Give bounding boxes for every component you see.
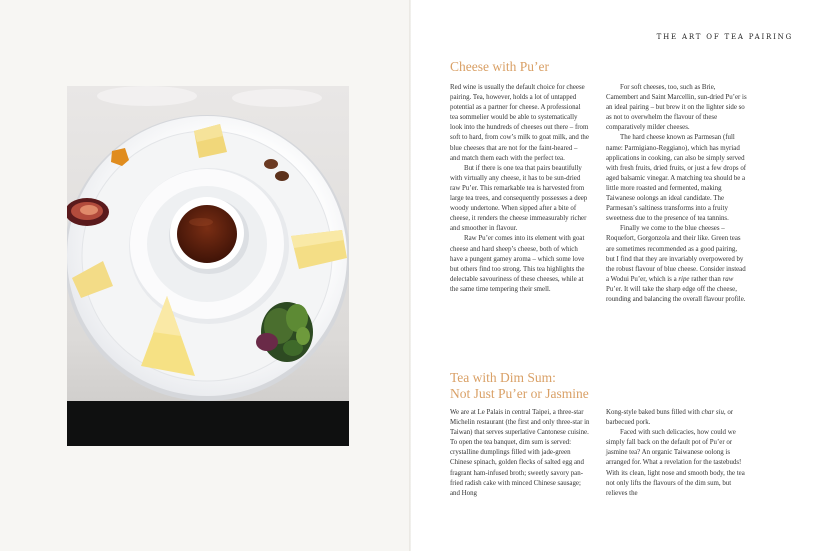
paragraph-text: which is a — [648, 275, 679, 283]
cheese-column-1 — [450, 83, 589, 295]
paragraph-text: , or barbecued pork. — [606, 409, 734, 427]
heading-line: Not Just Pu’er or Jasmine — [450, 386, 589, 401]
paragraph: We are at Le Palais in central Taipei, a three-star Michelin restaurant (the first and only three-star in Taiwan) that serves superlative Cantonese cuisine. To open the tea banquet, dim sum is served: crystalline dumplings filled with jade-green Chinese spinach, golden flecks of salted egg and fragrant ham-infused broth; sweetly savory pan-fried radish cake with minced Chinese sausage; and Hong — [450, 409, 590, 497]
section-heading-cheese: Cheese with Pu’er — [450, 59, 549, 74]
cheese-column-2 — [606, 83, 747, 305]
heading-line: Tea with Dim Sum: — [450, 370, 556, 385]
paragraph: But if there is one tea that pairs beautifully with virtually any cheese, it has to be sun-dried raw Pu’er. This remarkable tea is harvested from large tea trees, and consequently possesses a deep woody undertone. When sipped after a bite of cheese, it renders the cheese immeasurably richer and smoother in flavour. — [450, 164, 588, 233]
section-heading-dim-sum — [450, 370, 589, 402]
dim-sum-column-2 — [606, 408, 747, 499]
paragraph: Faced with such delicacies, how could we simply fall back on the default pot of Pu’er or jasmine tea? An organic Taiwanese oolong is arranged for. What a revelation for the tastebuds! With its clean, light nose and smooth body, the tea not only lifts the flavours of the dim sum, but relieves the — [606, 429, 745, 497]
cheese-plate-illustration — [67, 86, 349, 446]
paragraph-text: Finally we come to the blue cheeses – Roquefort, Gorgonzola and their like. Green teas are sometimes recommended as a good pairing, but I find that they are invariably overpowered by the robust flavour of blue cheese. Consider instead a Wodui Pu’er, — [606, 225, 746, 283]
paragraph-text: rather than — [689, 275, 723, 283]
italic-term: char siu — [701, 409, 724, 416]
italic-term: ripe — [678, 275, 690, 283]
paragraph: Red wine is usually the default choice for cheese pairing. Tea, however, holds a lot of untapped potential as a partner for cheese. A professional tea sommelier would be able to systematically look into the hundreds of cheeses out there – from soft to hard, from cow’s milk to goat milk, and the blue cheeses that are not for the faint-heared – and match them each with the perfect tea. — [450, 84, 589, 162]
left-page — [0, 0, 411, 551]
paragraph: For soft cheeses, too, such as Brie, Camembert and Saint Marcellin, sun-dried Pu’er is an ideal pairing – but brew it on the lighter side so as not to overwhelm the flavour of these comparatively milder cheeses. — [606, 84, 747, 132]
paragraph-text: Kong-style baked buns filled with — [606, 409, 702, 416]
right-page — [411, 0, 823, 551]
dim-sum-column-1 — [450, 408, 590, 499]
paragraph — [606, 408, 747, 428]
italic-term: raw — [722, 275, 734, 283]
paragraph: Raw Pu’er comes into its element with goat cheese and hard sheep’s cheese, both of which have a pungent gamey aroma – which some love but others find too strong. This tea highlights the delectable savouriness of these cheeses, while at the same time tempering their smell. — [450, 235, 585, 293]
cheese-plate-photo — [67, 86, 349, 446]
paragraph-text: Pu’er. It will take the sharp edge off the cheese, rounding and balancing the overall flavour profile. — [606, 285, 746, 303]
paragraph — [606, 224, 747, 305]
running-head: THE ART OF TEA PAIRING — [656, 33, 793, 41]
paragraph: The hard cheese known as Parmesan (full name: Parmigiano-Reggiano), which has myriad applications in cooking, can also be simply served with fresh fruits, dried fruits, or just a few drops of aged balsamic vinegar. A matching tea should be a little more roasted and fermented, making Taiwanese oolongs an ideal candidate. The Parmesan’s saltiness transforms into a fruity sweetness due to the presence of tea tannins. — [606, 134, 747, 223]
